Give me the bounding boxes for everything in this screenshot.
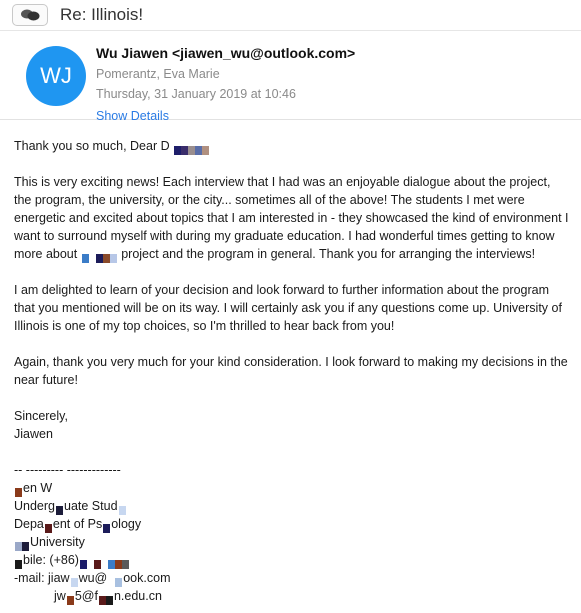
greeting-text: Thank you so much, Dear D xyxy=(14,139,170,153)
redaction-mark xyxy=(80,556,129,566)
redaction-mark xyxy=(119,502,126,512)
signature-divider: -- --------- ------------- xyxy=(14,463,121,477)
message-body xyxy=(14,137,570,605)
redaction-mark xyxy=(15,484,22,494)
redaction-mark xyxy=(71,574,78,584)
redaction-mark xyxy=(103,520,110,530)
signature-line: University xyxy=(14,533,570,551)
signature-line: bile: (+86) xyxy=(14,551,570,569)
message-date: Thursday, 31 January 2019 at 10:46 xyxy=(96,87,296,101)
message-header xyxy=(0,31,581,123)
speech-bubbles-icon xyxy=(19,8,41,22)
recipient: Pomerantz, Eva Marie xyxy=(96,67,220,81)
closing-text: Sincerely, xyxy=(14,409,68,423)
redaction-mark xyxy=(15,556,22,566)
sender-first-name: Jiawen xyxy=(14,427,53,441)
thread-button[interactable] xyxy=(12,4,48,26)
redaction-mark xyxy=(67,592,74,602)
sender-name: Wu Jiawen <jiawen_wu@outlook.com> xyxy=(96,45,356,61)
message-subject: Re: Illinois! xyxy=(60,5,144,24)
avatar: WJ xyxy=(26,46,86,106)
redaction-mark xyxy=(15,538,29,548)
paragraph-1-text-end: project and the program in general. Thank you for arranging the interviews! xyxy=(121,247,536,261)
redaction-mark xyxy=(99,592,113,602)
message-topbar xyxy=(0,0,581,31)
redaction-mark xyxy=(45,520,52,530)
signature xyxy=(14,461,570,605)
closing xyxy=(14,407,570,443)
paragraph-1 xyxy=(14,173,570,263)
paragraph-1-text: This is very exciting news! Each interview that I had was an enjoyable dialogue about the project, the program, the university, or the city... sometimes all of the above! The students I met were energetic and excited about topics that I am interested in - they showcased the kind of environment I want to surround myself with during my graduate education. I had wonderful times getting to know more about xyxy=(14,175,569,261)
signature-line: jw 5@f n.edu.cn xyxy=(54,589,162,603)
redaction-mark xyxy=(82,250,117,260)
paragraph-3: Again, thank you very much for your kind consideration. I look forward to making my decisions in the near future! xyxy=(14,355,568,387)
signature-line: Depa ent of Ps ology xyxy=(14,517,142,531)
show-details-link[interactable]: Show Details xyxy=(96,109,169,123)
signature-line: Underg uate Stud xyxy=(14,497,570,515)
redaction-mark xyxy=(56,502,63,512)
paragraph-2: I am delighted to learn of your decision and look forward to further information about the program that you mentioned will be on its way. I will certainly ask you if any questions come up. University of Illinois is one of my top choices, so I'm thrilled to hear back from you! xyxy=(14,283,562,333)
redaction-mark xyxy=(174,142,209,152)
redaction-mark xyxy=(108,574,122,584)
greeting xyxy=(14,137,570,155)
signature-line: -mail: jiaw wu@ ook.com xyxy=(14,571,171,585)
signature-line: en W xyxy=(14,479,570,497)
